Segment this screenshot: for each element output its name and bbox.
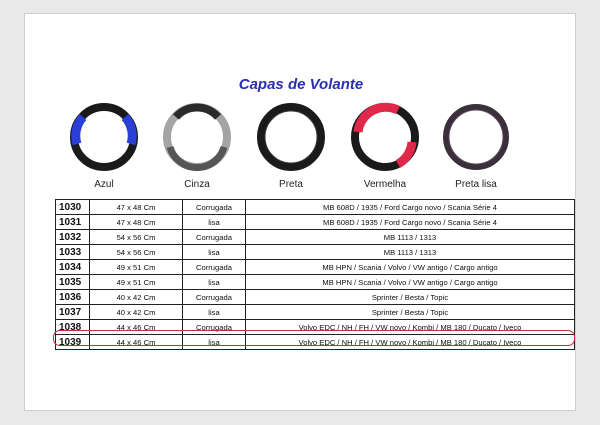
wheel-label-black: Preta (279, 179, 303, 190)
table-row (56, 215, 575, 230)
table-row (56, 305, 575, 320)
compatible-models: MB HPN / Scania / Volvo / VW antigo / Cargo antigo (246, 275, 575, 290)
table-row (56, 275, 575, 290)
product-size: 44 x 46 Cm (90, 320, 183, 335)
product-size: 47 x 48 Cm (90, 200, 183, 215)
product-code: 1039 (56, 335, 90, 350)
product-size: 49 x 51 Cm (90, 260, 183, 275)
wheel-label-red: Vermelha (363, 179, 407, 190)
product-code: 1034 (56, 260, 90, 275)
compatible-models: Sprinter / Besta / Topic (246, 305, 575, 320)
table-row (56, 335, 575, 350)
product-size: 49 x 51 Cm (90, 275, 183, 290)
product-code: 1037 (56, 305, 90, 320)
table-row (56, 200, 575, 215)
product-type: lisa (183, 215, 246, 230)
table-row-highlighted (56, 320, 575, 335)
product-code: 1030 (56, 200, 90, 215)
product-type: lisa (183, 245, 246, 260)
product-code: 1035 (56, 275, 90, 290)
product-type: Corrugada (183, 260, 246, 275)
steering-wheel-cover-blue-image (69, 102, 139, 172)
product-type: lisa (183, 305, 246, 320)
product-size: 40 x 42 Cm (90, 290, 183, 305)
table-row (56, 260, 575, 275)
wheel-label-grey: Cinza (184, 179, 210, 190)
product-type: Corrugada (183, 290, 246, 305)
compatible-models: Volvo EDC / NH / FH / VW novo / Kombi / MB 180 / Ducato / Iveco (246, 320, 575, 335)
product-table (55, 199, 575, 350)
compatible-models: MB 1113 / 1313 (246, 230, 575, 245)
catalog-page (24, 13, 576, 411)
steering-wheel-cover-grey-image (162, 102, 232, 172)
product-type: lisa (183, 335, 246, 350)
product-code: 1031 (56, 215, 90, 230)
compatible-models: MB HPN / Scania / Volvo / VW antigo / Cargo antigo (246, 260, 575, 275)
steering-wheel-cover-red-image (350, 102, 420, 172)
compatible-models: Sprinter / Besta / Topic (246, 290, 575, 305)
product-type: lisa (183, 275, 246, 290)
product-size: 44 x 46 Cm (90, 335, 183, 350)
product-code: 1038 (56, 320, 90, 335)
page-title: Capas de Volante (238, 76, 364, 93)
product-size: 54 x 56 Cm (90, 245, 183, 260)
product-type: Corrugada (183, 320, 246, 335)
compatible-models: MB 1113 / 1313 (246, 245, 575, 260)
product-size: 54 x 56 Cm (90, 230, 183, 245)
steering-wheel-cover-black-smooth-image (441, 102, 511, 172)
compatible-models: MB 608D / 1935 / Ford Cargo novo / Scania Série 4 (246, 215, 575, 230)
wheel-label-black-smooth: Preta lisa (455, 179, 497, 190)
product-size: 47 x 48 Cm (90, 215, 183, 230)
table-row (56, 230, 575, 245)
product-code: 1036 (56, 290, 90, 305)
product-type: Corrugada (183, 230, 246, 245)
product-code: 1032 (56, 230, 90, 245)
product-code: 1033 (56, 245, 90, 260)
product-type: Corrugada (183, 200, 246, 215)
table-row (56, 245, 575, 260)
compatible-models: MB 608D / 1935 / Ford Cargo novo / Scania Série 4 (246, 200, 575, 215)
steering-wheel-cover-black-image (256, 102, 326, 172)
product-size: 40 x 42 Cm (90, 305, 183, 320)
table-row (56, 290, 575, 305)
wheel-label-blue: Azul (94, 179, 114, 190)
compatible-models: Volvo EDC / NH / FH / VW novo / Kombi / MB 180 / Ducato / Iveco (246, 335, 575, 350)
